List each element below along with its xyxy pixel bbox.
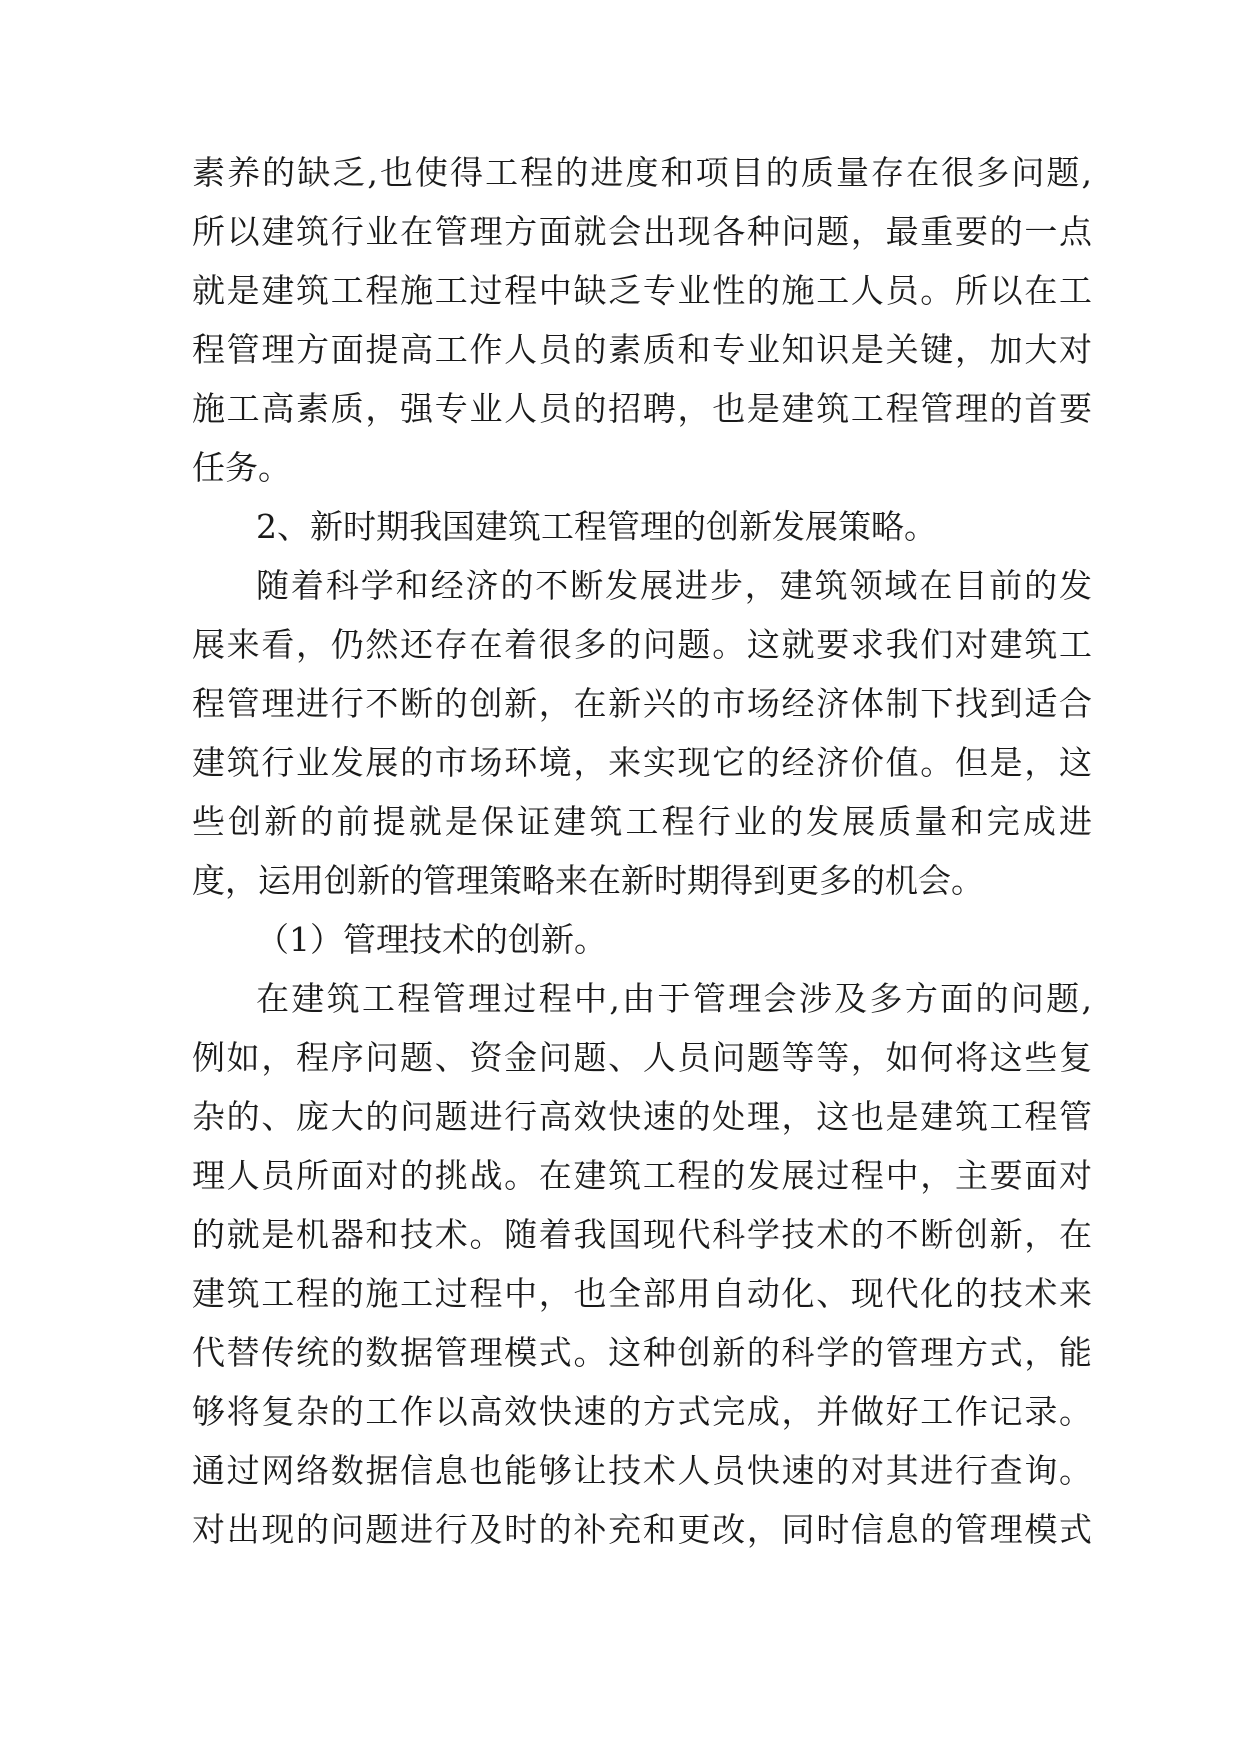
text-line: 的就是机器和技术。随着我国现代科学技术的不断创新，在 (192, 1215, 1092, 1254)
text-line: 代替传统的数据管理模式。这种创新的科学的管理方式，能 (192, 1333, 1092, 1372)
text-line: 所以建筑行业在管理方面就会出现各种问题，最重要的一点 (192, 212, 1092, 251)
text-line: 些创新的前提就是保证建筑工程行业的发展质量和完成进 (192, 802, 1092, 841)
text-line: 程管理方面提高工作人员的素质和专业知识是关键，加大对 (192, 330, 1092, 369)
text-line: 随着科学和经济的不断发展进步，建筑领域在目前的发 (256, 566, 1092, 605)
text-line: 就是建筑工程施工过程中缺乏专业性的施工人员。所以在工 (192, 271, 1092, 310)
text-line: 对出现的问题进行及时的补充和更改，同时信息的管理模式 (192, 1510, 1092, 1549)
text-line: 杂的、庞大的问题进行高效快速的处理，这也是建筑工程管 (192, 1097, 1092, 1136)
text-line: 通过网络数据信息也能够让技术人员快速的对其进行查询。 (192, 1451, 1092, 1490)
text-line: 建筑工程的施工过程中，也全部用自动化、现代化的技术来 (192, 1274, 1092, 1313)
text-line: 施工高素质，强专业人员的招聘，也是建筑工程管理的首要 (192, 389, 1092, 428)
subsection-heading: （1）管理技术的创新。 (256, 920, 607, 959)
text-line: 够将复杂的工作以高效快速的方式完成，并做好工作记录。 (192, 1392, 1092, 1431)
text-line: 度，运用创新的管理策略来在新时期得到更多的机会。 (192, 861, 984, 900)
text-line: 在建筑工程管理过程中,由于管理会涉及多方面的问题, (256, 979, 1092, 1018)
text-line: 建筑行业发展的市场环境，来实现它的经济价值。但是，这 (192, 743, 1092, 782)
text-line: 例如，程序问题、资金问题、人员问题等等，如何将这些复 (192, 1038, 1092, 1077)
text-line: 展来看，仍然还存在着很多的问题。这就要求我们对建筑工 (192, 625, 1092, 664)
text-line: 理人员所面对的挑战。在建筑工程的发展过程中，主要面对 (192, 1156, 1092, 1195)
text-line: 素养的缺乏,也使得工程的进度和项目的质量存在很多问题, (192, 153, 1092, 192)
text-line: 程管理进行不断的创新，在新兴的市场经济体制下找到适合 (192, 684, 1092, 723)
section-heading: 2、新时期我国建筑工程管理的创新发展策略。 (256, 507, 937, 546)
text-line: 任务。 (192, 448, 291, 487)
